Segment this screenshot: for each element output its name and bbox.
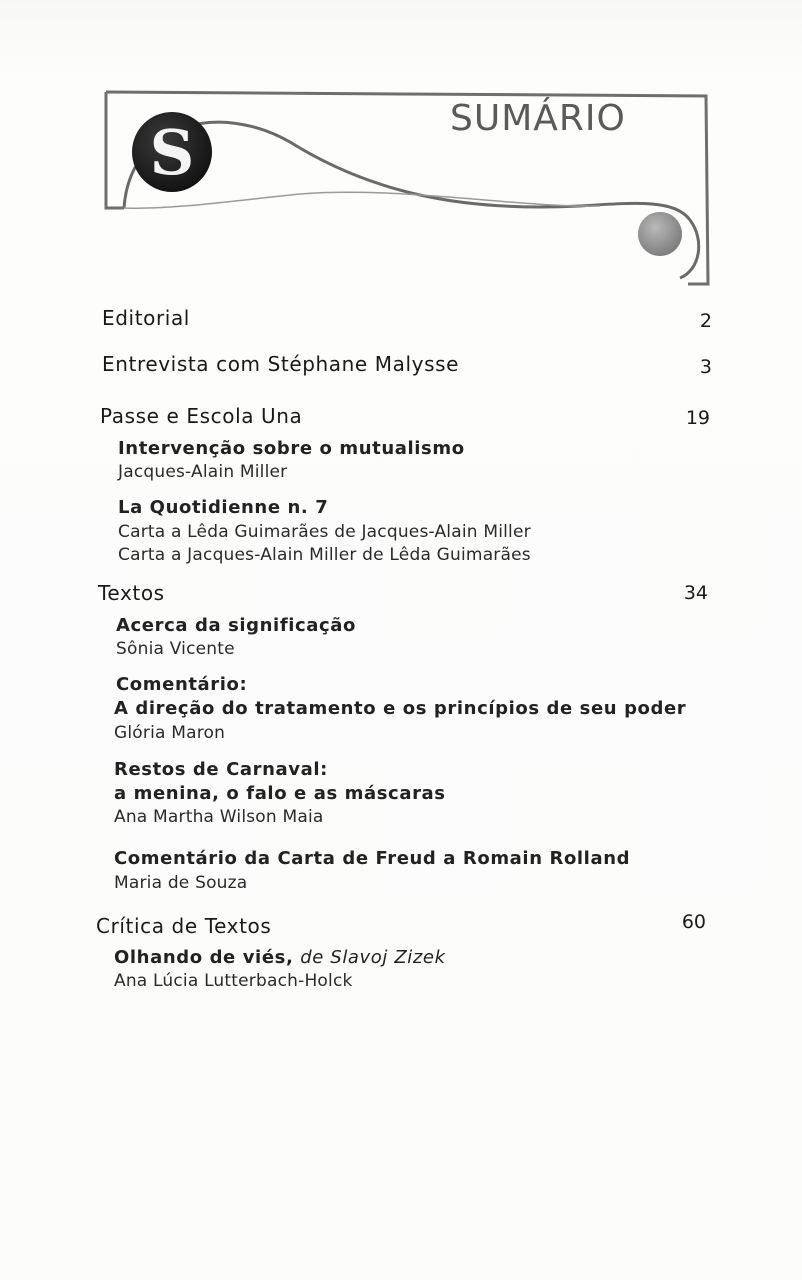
entry-author: Carta a Lêda Guimarães de Jacques-Alain Miller bbox=[118, 522, 531, 542]
section-title-textos: Textos bbox=[98, 581, 165, 605]
entry-title-main: Olhando de viés, bbox=[114, 947, 294, 968]
entry-title: Comentário da Carta de Freud a Romain Rolland bbox=[114, 848, 631, 869]
entry-title-line2: A direção do tratamento e os princípios de seu poder bbox=[114, 698, 687, 719]
entry-title: Intervenção sobre o mutualismo bbox=[118, 438, 465, 459]
entry-title-italic: de Slavoj Zizek bbox=[300, 947, 446, 968]
logo-letter: S bbox=[149, 115, 195, 189]
entry-title-line1: Comentário: bbox=[116, 674, 248, 695]
entry-author: Sônia Vicente bbox=[116, 639, 235, 659]
entry-title: Acerca da significação bbox=[116, 615, 357, 636]
section-title-entrevista: Entrevista com Stéphane Malysse bbox=[102, 352, 460, 376]
entry-title: La Quotidienne n. 7 bbox=[118, 497, 329, 518]
entry-title bbox=[114, 947, 446, 968]
entry-title-line2: a menina, o falo e as máscaras bbox=[114, 783, 446, 804]
section-title-passe: Passe e Escola Una bbox=[100, 404, 303, 428]
section-page-entrevista: 3 bbox=[699, 356, 712, 378]
entry-author: Carta a Jacques-Alain Miller de Lêda Guimarães bbox=[118, 545, 531, 565]
entry-author: Jacques-Alain Miller bbox=[118, 462, 288, 482]
section-page-passe: 19 bbox=[685, 407, 710, 429]
entry-title-line1: Restos de Carnaval: bbox=[114, 759, 328, 780]
section-title-editorial: Editorial bbox=[102, 306, 190, 330]
section-page-critica: 60 bbox=[681, 911, 706, 933]
entry-author: Ana Martha Wilson Maia bbox=[114, 807, 324, 827]
section-page-editorial: 2 bbox=[699, 310, 712, 332]
entry-author: Maria de Souza bbox=[114, 873, 248, 893]
entry-author: Glória Maron bbox=[114, 723, 226, 743]
entry-author: Ana Lúcia Lutterbach-Holck bbox=[114, 971, 353, 991]
page-title: SUMÁRIO bbox=[450, 98, 626, 139]
section-title-critica: Crítica de Textos bbox=[96, 914, 272, 938]
section-page-textos: 34 bbox=[683, 582, 708, 604]
